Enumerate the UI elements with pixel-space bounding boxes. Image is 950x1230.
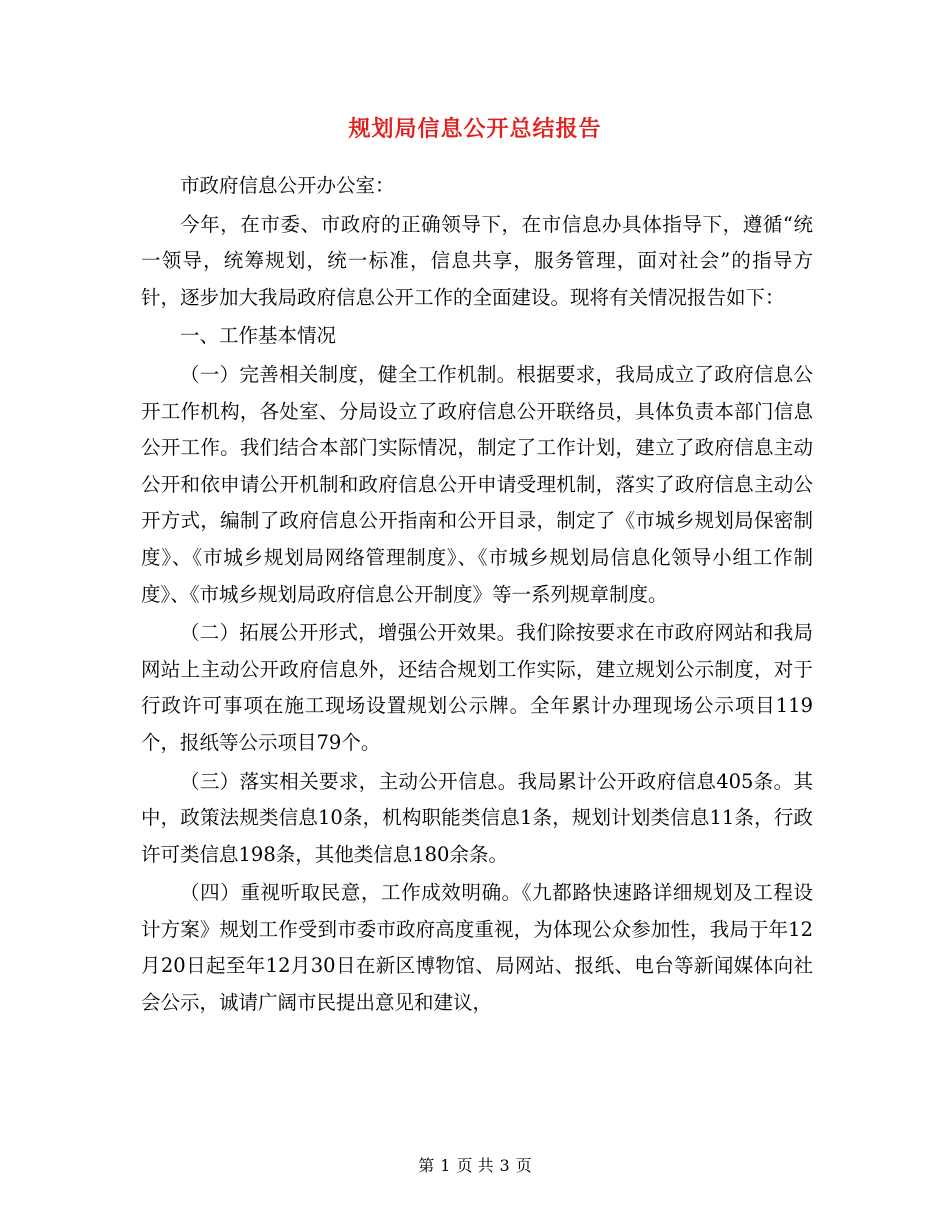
footer-total-pages: 3	[499, 1156, 510, 1175]
intro-paragraph: 今年，在市委、市政府的正确领导下，在市信息办具体指导下，遵循“统一领导，统筹规划，统一标准，信息共享，服务管理，面对社会”的指导方针，逐步加大我局政府信息公开工作的全面建设。现将有关情况报告如下：	[141, 212, 813, 309]
paragraph-item-2: （二）拓展公开形式，增强公开效果。我们除按要求在市政府网站和我局网站上主动公开政府信息外，还结合规划工作实际，建立规划公示制度，对于行政许可事项在施工现场设置规划公示牌。全年累计办理现场公示项目119个，报纸等公示项目79个。	[141, 621, 813, 754]
footer-mid: 页 共	[456, 1156, 494, 1175]
paragraph-item-4: （四）重视听取民意，工作成效明确。《九都路快速路详细规划及工程设计方案》规划工作受到市委市政府高度重视，为体现公众参加性，我局于年12月20日起至年12月30日在新区博物馆、局网站、报纸、电台等新闻媒体向社会公示，诚请广阔市民提出意见和建议，	[141, 881, 813, 1015]
page-footer	[0, 1153, 950, 1176]
footer-page-number: 1	[440, 1156, 451, 1175]
footer-prefix: 第	[418, 1156, 435, 1175]
footer-suffix: 页	[515, 1156, 532, 1175]
paragraph-item-1: （一）完善相关制度，健全工作机制。根据要求，我局成立了政府信息公开工作机构，各处室、分局设立了政府信息公开联络员，具体负责本部门信息公开工作。我们结合本部门实际情况，制定了工作计划，建立了政府信息主动公开和依申请公开机制和政府信息公开申请受理机制，落实了政府信息主动公开方式，编制了政府信息公开指南和公开目录，制定了《市城乡规划局保密制度》、《市城乡规划局网络管理制度》、《市城乡规划局信息化领导小组工作制度》、《市城乡规划局政府信息公开制度》等一系列规章制度。	[141, 362, 813, 606]
paragraph-item-3: （三）落实相关要求，主动公开信息。我局累计公开政府信息405条。其中，政策法规类信息10条，机构职能类信息1条，规划计划类信息11条，行政许可类信息198条，其他类信息180余条。	[141, 769, 813, 866]
document-title: 规划局信息公开总结报告	[348, 116, 602, 142]
salutation-paragraph: 市政府信息公开办公室：	[180, 174, 395, 197]
section-heading: 一、工作基本情况	[180, 324, 337, 348]
document-body	[141, 168, 813, 1024]
